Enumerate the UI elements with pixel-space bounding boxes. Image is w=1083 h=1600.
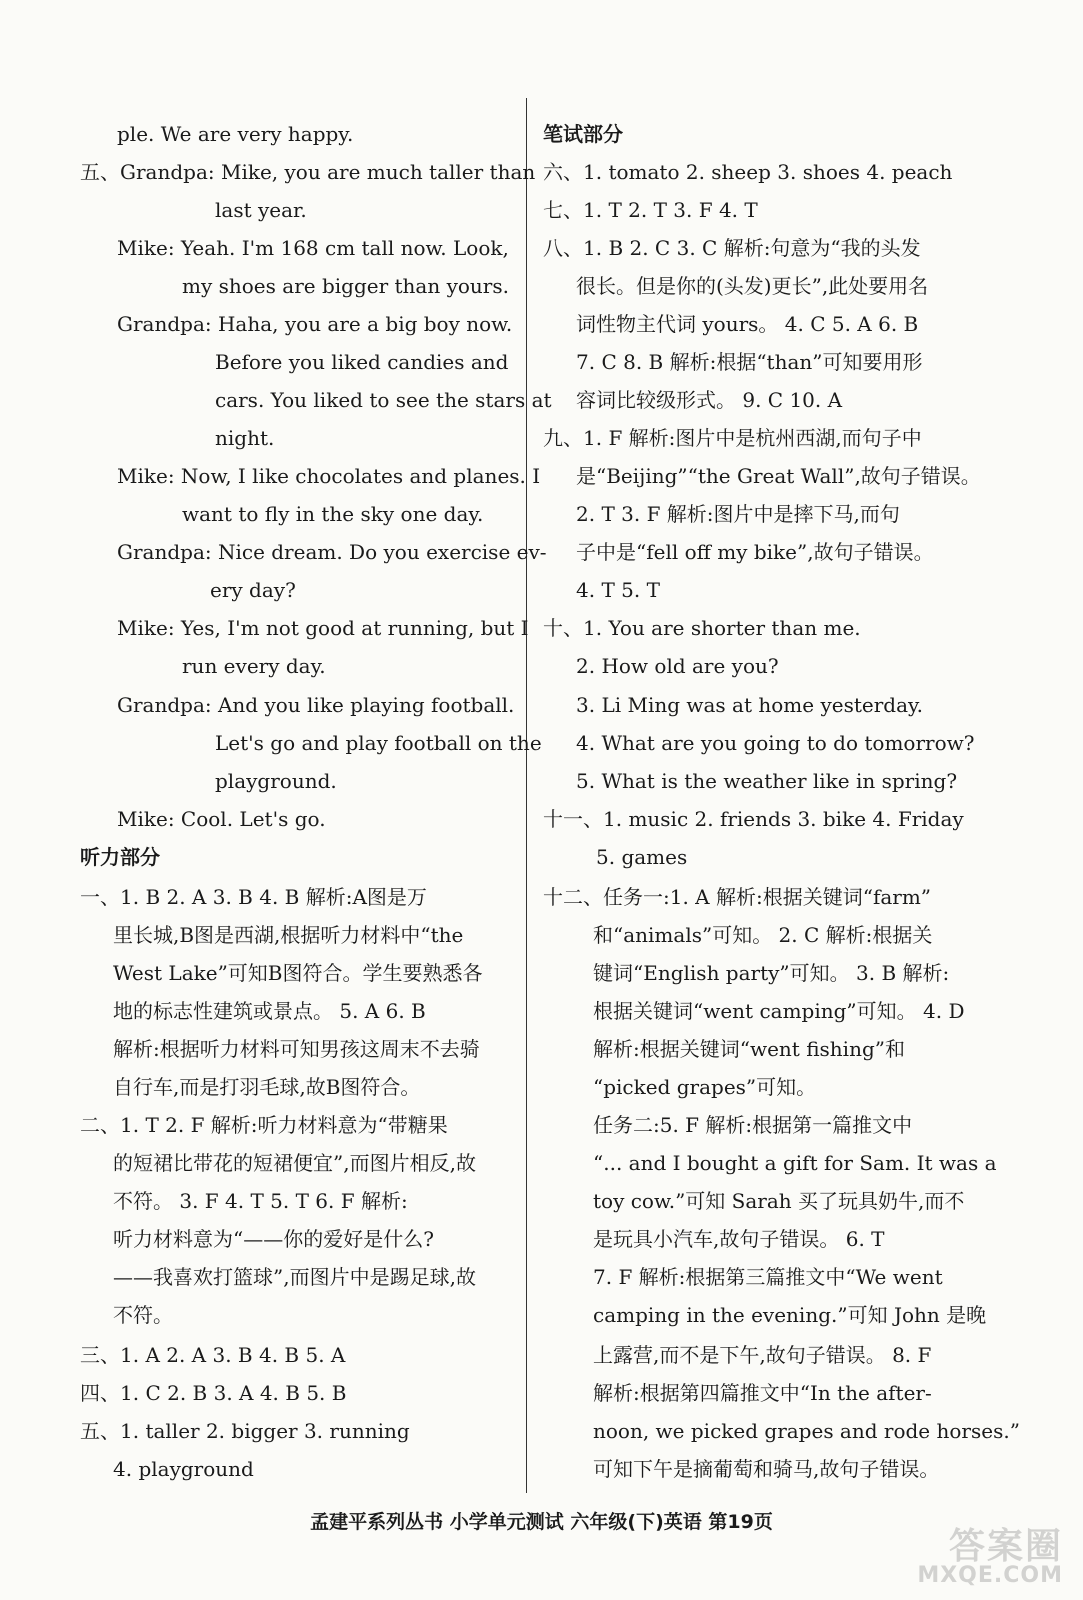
text-line: cars. You liked to see the stars at bbox=[215, 388, 552, 412]
text-line: “... and I bought a gift for Sam. It was a bbox=[593, 1151, 997, 1175]
text-line: 5. What is the weather like in spring? bbox=[576, 769, 958, 793]
text-line: Mike: Now, I like chocolates and planes. I bbox=[117, 464, 541, 488]
text-line: 7. C 8. B 解析:根据“than”可知要用形 bbox=[576, 350, 923, 374]
text-line: 子中是“fell off my bike”,故句子错误。 bbox=[576, 540, 934, 564]
text-line: 很长。但是你的(头发)更长”,此处要用名 bbox=[576, 274, 929, 298]
page-footer: 孟建平系列丛书 小学单元测试 六年级(下)英语 第19页 bbox=[310, 1511, 773, 1533]
text-line: 七、1. T 2. T 3. F 4. T bbox=[543, 198, 758, 222]
text-line: 2. T 3. F 解析:图片中是摔下马,而句 bbox=[576, 502, 900, 526]
text-line: Grandpa: And you like playing football. bbox=[117, 693, 515, 717]
text-line: 2. How old are you? bbox=[576, 654, 779, 678]
text-line: 里长城,B图是西湖,根据听力材料中“the bbox=[113, 923, 464, 947]
text-line: toy cow.”可知 Sarah 买了玩具奶牛,而不 bbox=[593, 1189, 965, 1213]
text-line: 键词“English party”可知。 3. B 解析: bbox=[593, 961, 950, 985]
text-line: 4. playground bbox=[113, 1457, 254, 1481]
text-line: 的短裙比带花的短裙便宜”,而图片相反,故 bbox=[113, 1151, 476, 1175]
text-line: Before you liked candies and bbox=[215, 350, 509, 374]
text-line: Mike: Yes, I'm not good at running, but I bbox=[117, 616, 529, 640]
text-line: want to fly in the sky one day. bbox=[182, 502, 484, 526]
text-line: 不符。 bbox=[113, 1303, 173, 1327]
text-line: 六、1. tomato 2. sheep 3. shoes 4. peach bbox=[543, 160, 953, 184]
text-line: 可知下午是摘葡萄和骑马,故句子错误。 bbox=[593, 1457, 940, 1481]
watermark-logo bbox=[903, 1518, 1063, 1588]
text-line: Mike: Yeah. I'm 168 cm tall now. Look, bbox=[117, 236, 509, 260]
text-line: 五、Grandpa: Mike, you are much taller than bbox=[80, 160, 536, 184]
text-line: playground. bbox=[215, 769, 337, 793]
text-line: ——我喜欢打篮球”,而图片中是踢足球,故 bbox=[113, 1265, 476, 1289]
text-line: Grandpa: Nice dream. Do you exercise ev- bbox=[117, 540, 547, 564]
text-line: 四、1. C 2. B 3. A 4. B 5. B bbox=[80, 1381, 347, 1405]
section-heading: 听力部分 bbox=[80, 845, 160, 869]
text-line: camping in the evening.”可知 John 是晚 bbox=[593, 1303, 987, 1327]
text-line: 不符。 3. F 4. T 5. T 6. F 解析: bbox=[113, 1189, 408, 1213]
text-line: Mike: Cool. Let's go. bbox=[117, 807, 326, 831]
text-line: 解析:根据听力材料可知男孩这周末不去骑 bbox=[113, 1037, 480, 1061]
text-line: 三、1. A 2. A 3. B 4. B 5. A bbox=[80, 1343, 346, 1367]
text-line: 和“animals”可知。 2. C 解析:根据关 bbox=[593, 923, 933, 947]
text-line: 容词比较级形式。 9. C 10. A bbox=[576, 388, 843, 412]
text-line: my shoes are bigger than yours. bbox=[182, 274, 509, 298]
text-line: 4. What are you going to do tomorrow? bbox=[576, 731, 975, 755]
text-line: “picked grapes”可知。 bbox=[593, 1075, 817, 1099]
text-line: 解析:根据第四篇推文中“In the after- bbox=[593, 1381, 932, 1405]
text-line: 地的标志性建筑或景点。 5. A 6. B bbox=[113, 999, 426, 1023]
text-line: 十、1. You are shorter than me. bbox=[543, 616, 861, 640]
column-divider bbox=[526, 98, 527, 1493]
text-line: ery day? bbox=[210, 578, 296, 602]
text-line: 自行车,而是打羽毛球,故B图符合。 bbox=[113, 1075, 421, 1099]
text-line: 是玩具小汽车,故句子错误。 6. T bbox=[593, 1227, 885, 1251]
text-line: Grandpa: Haha, you are a big boy now. bbox=[117, 312, 513, 336]
text-line: 5. games bbox=[596, 845, 688, 869]
text-line: 词性物主代词 yours。 4. C 5. A 6. B bbox=[576, 312, 919, 336]
text-line: night. bbox=[215, 426, 275, 450]
text-line: 7. F 解析:根据第三篇推文中“We went bbox=[593, 1265, 943, 1289]
section-heading: 笔试部分 bbox=[543, 122, 623, 146]
text-line: West Lake”可知B图符合。学生要熟悉各 bbox=[113, 961, 483, 985]
text-line: 4. T 5. T bbox=[576, 578, 660, 602]
text-line: 解析:根据关键词“went fishing”和 bbox=[593, 1037, 905, 1061]
text-line: noon, we picked grapes and rode horses.” bbox=[593, 1419, 1020, 1443]
text-line: 十一、1. music 2. friends 3. bike 4. Friday bbox=[543, 807, 964, 831]
text-line: 上露营,而不是下午,故句子错误。 8. F bbox=[593, 1343, 932, 1367]
text-line: 五、1. taller 2. bigger 3. running bbox=[80, 1419, 410, 1443]
text-line: run every day. bbox=[182, 654, 326, 678]
watermark-url: MXQE.COM bbox=[917, 1563, 1063, 1588]
text-line: 十二、任务一:1. A 解析:根据关键词“farm” bbox=[543, 885, 932, 909]
text-line: 八、1. B 2. C 3. C 解析:句意为“我的头发 bbox=[543, 236, 921, 260]
text-line: 二、1. T 2. F 解析:听力材料意为“带糖果 bbox=[80, 1113, 448, 1137]
text-line: 任务二:5. F 解析:根据第一篇推文中 bbox=[593, 1113, 913, 1137]
text-line: 一、1. B 2. A 3. B 4. B 解析:A图是万 bbox=[80, 885, 427, 909]
text-line: Let's go and play football on the bbox=[215, 731, 542, 755]
text-line: 听力材料意为“——你的爱好是什么? bbox=[113, 1227, 434, 1251]
text-line: 是“Beijing”“the Great Wall”,故句子错误。 bbox=[576, 464, 981, 488]
text-line: last year. bbox=[215, 198, 307, 222]
text-line: ple. We are very happy. bbox=[117, 122, 354, 146]
text-line: 九、1. F 解析:图片中是杭州西湖,而句子中 bbox=[543, 426, 922, 450]
text-line: 3. Li Ming was at home yesterday. bbox=[576, 693, 924, 717]
text-line: 根据关键词“went camping”可知。 4. D bbox=[593, 999, 965, 1023]
watermark-text: 答案圈 bbox=[948, 1526, 1063, 1567]
